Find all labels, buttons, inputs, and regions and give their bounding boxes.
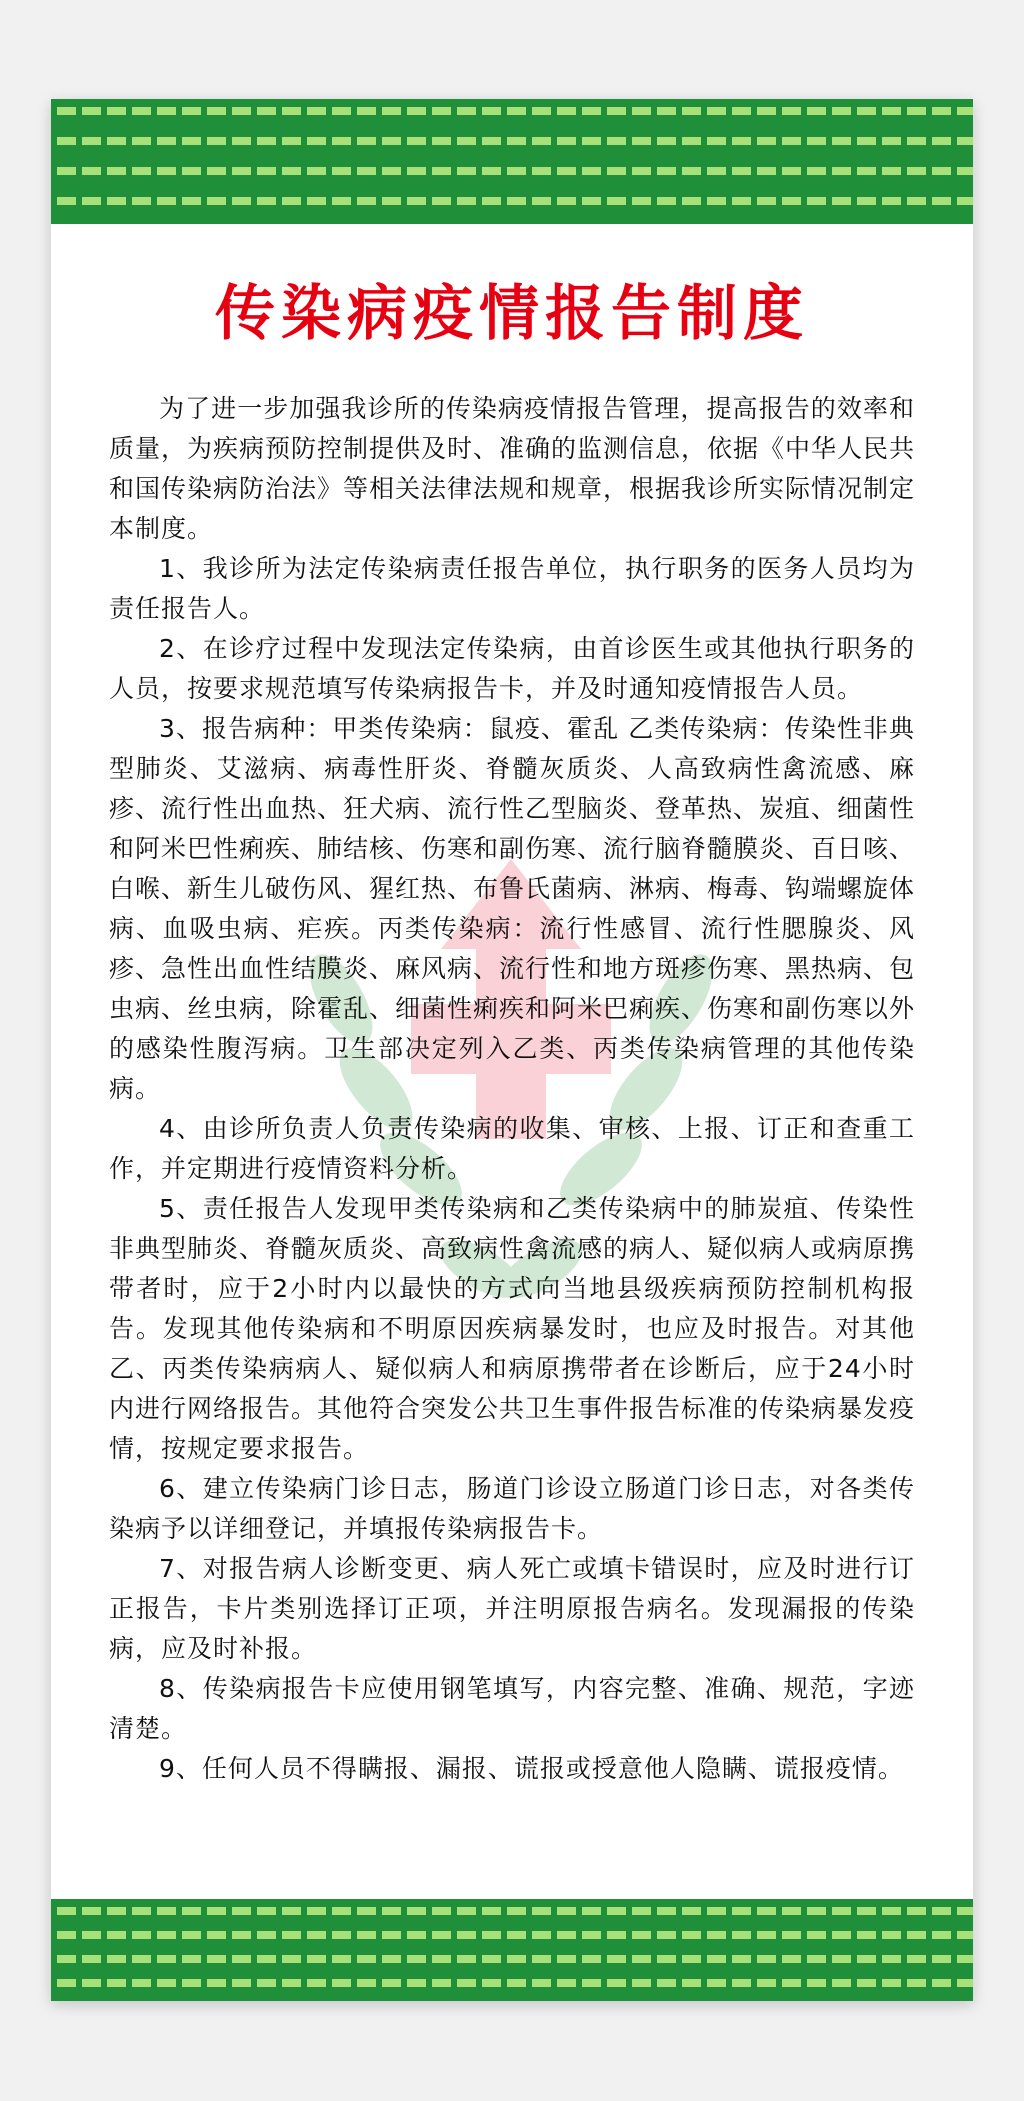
paragraph-item-7: 7、对报告病人诊断变更、病人死亡或填卡错误时，应及时进行订正报告，卡片类别选择订正项，并注明原报告病名。发现漏报的传染病，应及时补报。 xyxy=(109,1554,915,1663)
notice-board xyxy=(51,99,973,2001)
paragraph-item-2: 2、在诊疗过程中发现法定传染病，由首诊医生或其他执行职务的人员，按要求规范填写传染病报告卡，并及时通知疫情报告人员。 xyxy=(109,634,915,703)
paragraph-item-1: 1、我诊所为法定传染病责任报告单位，执行职务的医务人员均为责任报告人。 xyxy=(109,554,915,623)
document-body xyxy=(109,389,915,1789)
top-decorative-band xyxy=(51,99,973,224)
paragraph-intro: 为了进一步加强我诊所的传染病疫情报告管理，提高报告的效率和质量，为疾病预防控制提供及时、准确的监测信息，依据《中华人民共和国传染病防治法》等相关法律法规和规章，根据我诊所实际情况制定本制度。 xyxy=(109,394,916,543)
document-title: 传染病疫情报告制度 xyxy=(215,279,809,349)
paragraph-item-9: 9、任何人员不得瞒报、漏报、谎报或授意他人隐瞒、谎报疫情。 xyxy=(159,1754,904,1783)
paragraph-item-5: 5、责任报告人发现甲类传染病和乙类传染病中的肺炭疽、传染性非典型肺炎、脊髓灰质炎、高致病性禽流感的病人、疑似病人或病原携带者时，应于2小时内以最快的方式向当地县级疾病预防控制机构报告。发现其他传染病和不明原因疾病暴发时，也应及时报告。对其他乙、丙类传染病病人、疑似病人和病原携带者在诊断后，应于24小时内进行网络报告。其他符合突发公共卫生事件报告标准的传染病暴发疫情，按规定要求报告。 xyxy=(109,1194,916,1463)
bottom-decorative-band xyxy=(51,1899,973,2001)
paragraph-item-4: 4、由诊所负责人负责传染病的收集、审核、上报、订正和查重工作，并定期进行疫情资料分析。 xyxy=(109,1114,915,1183)
paragraph-item-3: 3、报告病种：甲类传染病：鼠疫、霍乱 乙类传染病：传染性非典型肺炎、艾滋病、病毒性肝炎、脊髓灰质炎、人高致病性禽流感、麻疹、流行性出血热、狂犬病、流行性乙型脑炎、登革热、炭疽、细菌性和阿米巴性痢疾、肺结核、伤寒和副伤寒、流行脑脊髓膜炎、百日咳、白喉、新生儿破伤风、猩红热、布鲁氏菌病、淋病、梅毒、钩端螺旋体病、血吸虫病、疟疾。丙类传染病：流行性感冒、流行性腮腺炎、风疹、急性出血性结膜炎、麻风病、流行性和地方斑疹伤寒、黑热病、包虫病、丝虫病，除霍乱、细菌性痢疾和阿米巴痢疾、伤寒和副伤寒以外的感染性腹泻病。卫生部决定列入乙类、丙类传染病管理的其他传染病。 xyxy=(109,714,916,1103)
paragraph-item-6: 6、建立传染病门诊日志，肠道门诊设立肠道门诊日志，对各类传染病予以详细登记，并填报传染病报告卡。 xyxy=(109,1474,915,1543)
paragraph-item-8: 8、传染病报告卡应使用钢笔填写，内容完整、准确、规范，字迹清楚。 xyxy=(109,1674,915,1743)
